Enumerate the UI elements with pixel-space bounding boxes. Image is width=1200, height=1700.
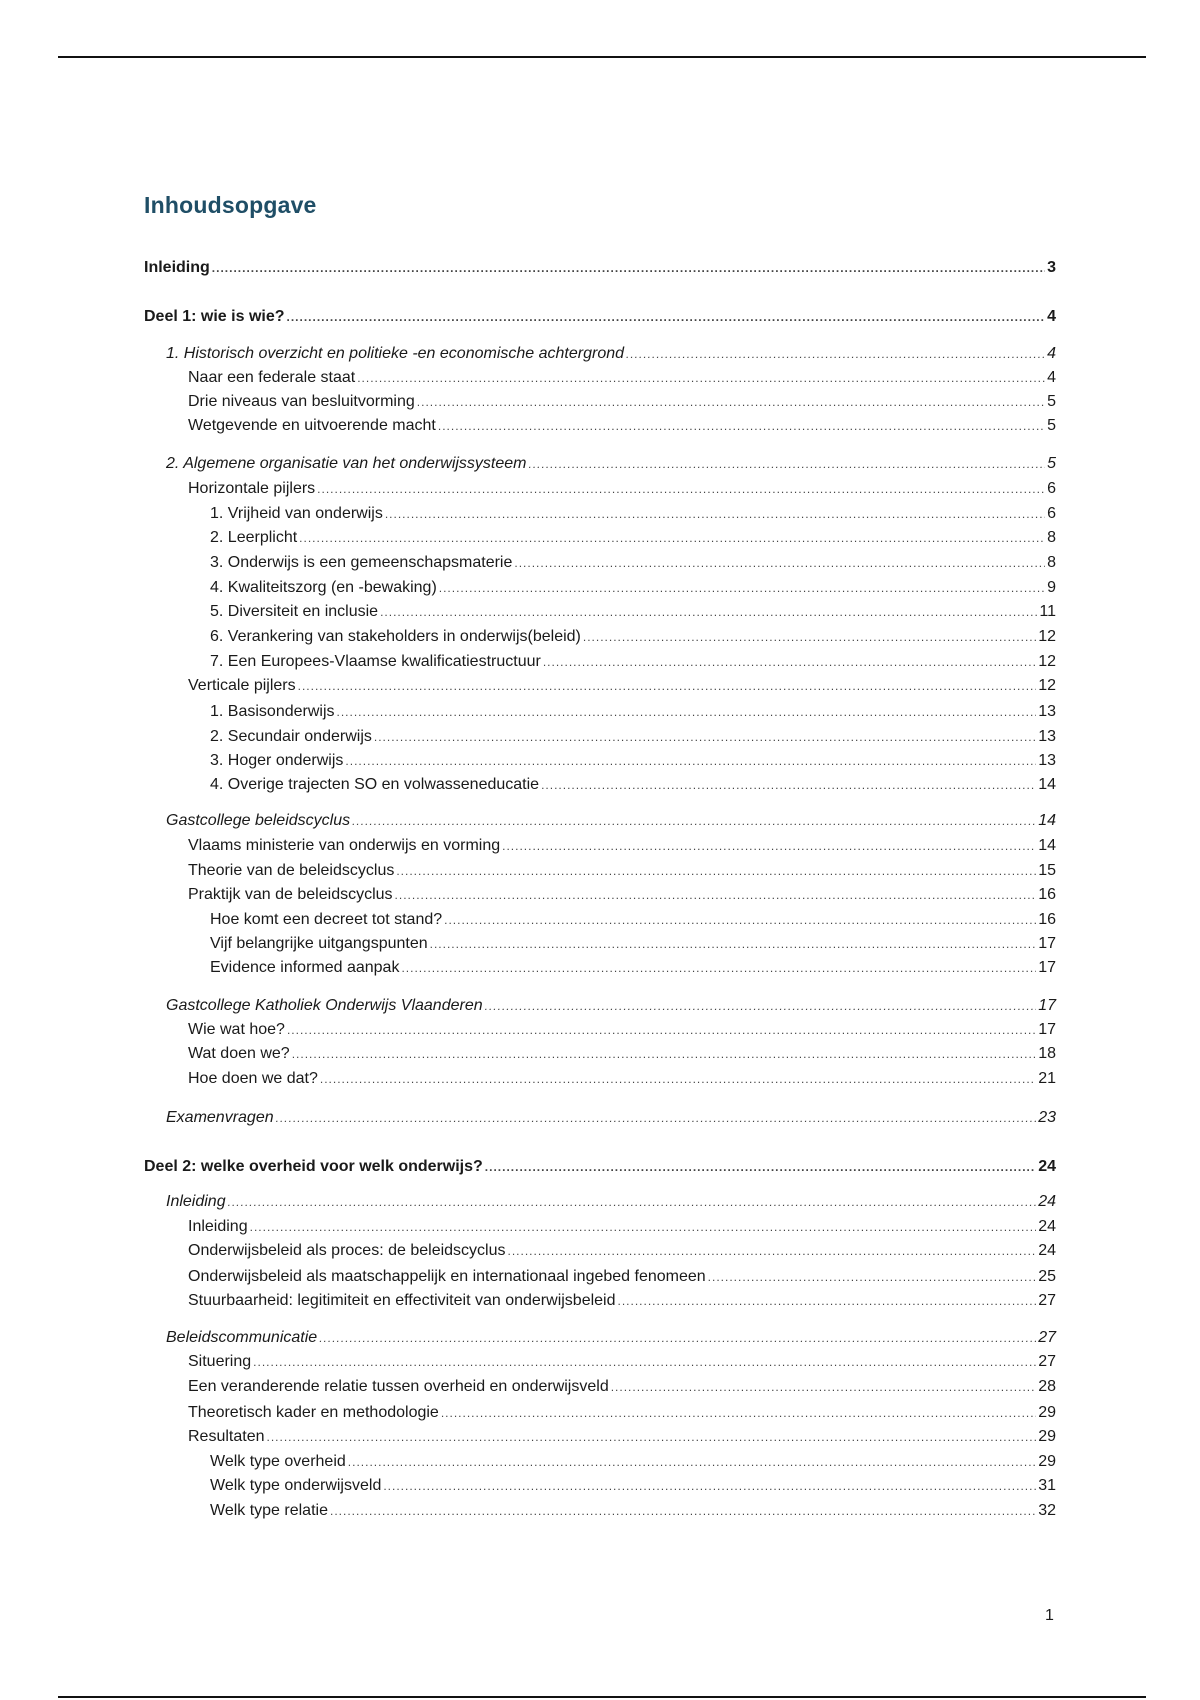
- toc-entry[interactable]: [210, 1475, 1056, 1497]
- toc-entry-page: 27: [1038, 1292, 1056, 1309]
- toc-entry-label: Welk type onderwijsveld: [210, 1477, 382, 1494]
- toc-entry-label: Welk type relatie: [210, 1502, 328, 1519]
- toc-entry-label: Theoretisch kader en methodologie: [188, 1404, 439, 1421]
- dot-leader: [417, 391, 1045, 413]
- toc-entry[interactable]: [188, 415, 1056, 437]
- toc-entry-label: 5. Diversiteit en inclusie: [210, 603, 379, 620]
- toc-entry-page: 17: [1038, 1021, 1056, 1038]
- dot-leader: [430, 933, 1037, 955]
- toc-entry-label: Inleiding: [166, 1193, 226, 1210]
- toc-entry-label: Gastcollege Katholiek Onderwijs Vlaanderen: [166, 997, 483, 1014]
- toc-entry-page: 13: [1038, 752, 1056, 769]
- toc-entry[interactable]: [210, 957, 1056, 979]
- dot-leader: [439, 577, 1045, 599]
- toc-entry[interactable]: [188, 1216, 1056, 1238]
- toc-entry-page: 14: [1038, 812, 1056, 829]
- toc-entry[interactable]: [188, 1426, 1056, 1448]
- toc-entry-label: Deel 1: wie is wie?: [144, 308, 285, 325]
- toc-entry-label: 4. Kwaliteitszorg (en -bewaking): [210, 579, 437, 596]
- toc-entry-label: 2. Algemene organisatie van het onderwijssysteem: [166, 455, 527, 472]
- toc-entry[interactable]: [188, 367, 1056, 389]
- toc-entry-page: 29: [1038, 1428, 1056, 1445]
- toc-entry-label: Gastcollege beleidscyclus: [166, 812, 351, 829]
- toc-entry-label: Wetgevende en uitvoerende macht: [188, 417, 436, 434]
- toc-entry[interactable]: [210, 750, 1056, 772]
- toc-entry-label: 6. Verankering van stakeholders in onderwijs(beleid): [210, 628, 581, 645]
- toc-entry-page: 17: [1038, 935, 1056, 952]
- toc-entry-page: 6: [1047, 505, 1056, 522]
- dot-leader: [383, 1475, 1036, 1497]
- toc-entry-page: 8: [1047, 554, 1056, 571]
- toc-entry-label: 7. Een Europees-Vlaamse kwalificatiestructuur: [210, 653, 541, 670]
- dot-leader: [502, 835, 1036, 857]
- dot-leader: [508, 1240, 1037, 1262]
- toc-entry-label: Theorie van de beleidscyclus: [188, 862, 395, 879]
- toc-entry-page: 29: [1038, 1404, 1056, 1421]
- toc-entry[interactable]: [188, 1376, 1056, 1398]
- toc-entry-label: Hoe doen we dat?: [188, 1070, 318, 1087]
- dot-leader: [485, 1156, 1036, 1178]
- toc-entry-page: 28: [1038, 1378, 1056, 1395]
- toc-entry[interactable]: [188, 675, 1056, 697]
- toc-entry-label: Inleiding: [144, 259, 210, 276]
- dot-leader: [287, 306, 1046, 328]
- toc-entry-label: Vlaams ministerie van onderwijs en vorming: [188, 837, 501, 854]
- dot-leader: [444, 909, 1036, 931]
- toc-entry-label: Drie niveaus van besluitvorming: [188, 393, 415, 410]
- dot-leader: [541, 774, 1036, 796]
- toc-entry-page: 17: [1038, 959, 1056, 976]
- toc-entry-page: 12: [1038, 628, 1056, 645]
- toc-entry[interactable]: [144, 1156, 1056, 1178]
- toc-entry[interactable]: [188, 1266, 1056, 1288]
- toc-entry-page: 24: [1038, 1242, 1056, 1259]
- toc-entry-page: 4: [1047, 345, 1056, 362]
- dot-leader: [228, 1191, 1037, 1213]
- toc-entry-label: 1. Basisonderwijs: [210, 703, 335, 720]
- dot-leader: [320, 1068, 1036, 1090]
- toc-entry-page: 11: [1039, 603, 1056, 620]
- toc-entry-label: Stuurbaarheid: legitimiteit en effectiviteit van onderwijsbeleid: [188, 1292, 616, 1309]
- toc-entry-page: 14: [1038, 776, 1056, 793]
- toc-entry-page: 32: [1038, 1502, 1056, 1519]
- toc-entry-page: 31: [1038, 1477, 1056, 1494]
- toc-entry[interactable]: [166, 343, 1056, 365]
- dot-leader: [250, 1216, 1037, 1238]
- toc-entry-page: 4: [1047, 369, 1056, 386]
- toc-entry[interactable]: [188, 1290, 1056, 1312]
- toc-entry[interactable]: [210, 701, 1056, 723]
- toc-entry-page: 13: [1038, 728, 1056, 745]
- toc-entry-page: 12: [1038, 653, 1056, 670]
- dot-leader: [337, 701, 1037, 723]
- dot-leader: [611, 1376, 1036, 1398]
- toc-entry-page: 17: [1038, 997, 1056, 1014]
- toc-entry-page: 24: [1038, 1158, 1056, 1175]
- toc-entry[interactable]: [210, 503, 1056, 525]
- toc-entry[interactable]: [188, 884, 1056, 906]
- dot-leader: [485, 995, 1037, 1017]
- toc-entry-page: 27: [1038, 1329, 1056, 1346]
- page-title: Inhoudsopgave: [144, 192, 317, 218]
- toc-entry[interactable]: [188, 478, 1056, 500]
- toc-entry-label: 4. Overige trajecten SO en volwasseneducatie: [210, 776, 540, 793]
- dot-leader: [357, 367, 1045, 389]
- dot-leader: [345, 750, 1036, 772]
- dot-leader: [292, 1043, 1037, 1065]
- toc-entry-page: 21: [1038, 1070, 1056, 1087]
- toc-entry-page: 6: [1047, 480, 1056, 497]
- dot-leader: [298, 675, 1037, 697]
- toc-entry-page: 25: [1038, 1268, 1056, 1285]
- dot-leader: [708, 1266, 1037, 1288]
- toc-entry-label: Vijf belangrijke uitgangspunten: [210, 935, 428, 952]
- toc-entry[interactable]: [210, 577, 1056, 599]
- toc-entry-page: 29: [1038, 1453, 1056, 1470]
- toc-entry[interactable]: [188, 860, 1056, 882]
- toc-entry[interactable]: [210, 601, 1056, 623]
- toc-entry-page: 18: [1038, 1045, 1056, 1062]
- toc-entry-label: 1. Vrijheid van onderwijs: [210, 505, 383, 522]
- toc-entry[interactable]: [144, 306, 1056, 328]
- toc-entry-page: 27: [1038, 1353, 1056, 1370]
- toc-entry-page: 13: [1038, 703, 1056, 720]
- toc-entry-page: 12: [1038, 677, 1056, 694]
- toc-entry-label: 2. Secundair onderwijs: [210, 728, 372, 745]
- toc-entry[interactable]: [188, 835, 1056, 857]
- dot-leader: [441, 1402, 1036, 1424]
- toc-entry[interactable]: [210, 774, 1056, 796]
- footer-rule: [58, 1696, 1146, 1698]
- toc-entry-label: 3. Hoger onderwijs: [210, 752, 344, 769]
- toc-entry[interactable]: [210, 1451, 1056, 1473]
- page-number: 1: [1045, 1607, 1054, 1624]
- toc-entry-label: Wie wat hoe?: [188, 1021, 285, 1038]
- toc-entry-label: 2. Leerplicht: [210, 529, 298, 546]
- dot-leader: [330, 1500, 1036, 1522]
- toc-entry-label: Praktijk van de beleidscyclus: [188, 886, 393, 903]
- dot-leader: [317, 478, 1045, 500]
- toc-entry-label: Onderwijsbeleid als maatschappelijk en internationaal ingebed fenomeen: [188, 1268, 706, 1285]
- toc-entry-page: 3: [1047, 259, 1056, 276]
- toc-entry[interactable]: [188, 1351, 1056, 1373]
- toc-entry[interactable]: [210, 1500, 1056, 1522]
- toc-entry-label: Examenvragen: [166, 1109, 274, 1126]
- toc-entry-label: Beleidscommunicatie: [166, 1329, 318, 1346]
- header-rule: [58, 56, 1146, 58]
- toc-entry[interactable]: [166, 1191, 1056, 1213]
- toc-entry-page: 14: [1038, 837, 1056, 854]
- toc-entry-label: 1. Historisch overzicht en politieke -en economische achtergrond: [166, 345, 625, 362]
- dot-leader: [287, 1019, 1036, 1041]
- dot-leader: [618, 1290, 1037, 1312]
- dot-leader: [267, 1426, 1037, 1448]
- toc-entry-page: 5: [1047, 393, 1056, 410]
- toc-entry[interactable]: [210, 527, 1056, 549]
- toc-entry-label: Wat doen we?: [188, 1045, 290, 1062]
- toc-entry-page: 16: [1038, 911, 1056, 928]
- dot-leader: [626, 343, 1045, 365]
- toc-entry-label: Inleiding: [188, 1218, 248, 1235]
- toc-entry[interactable]: [210, 552, 1056, 574]
- dot-leader: [348, 1451, 1036, 1473]
- dot-leader: [395, 884, 1037, 906]
- toc-entry-label: Hoe komt een decreet tot stand?: [210, 911, 443, 928]
- toc-entry[interactable]: [166, 995, 1056, 1017]
- toc-entry[interactable]: [188, 1402, 1056, 1424]
- toc-entry-label: 3. Onderwijs is een gemeenschapsmaterie: [210, 554, 513, 571]
- toc-entry[interactable]: [166, 1107, 1056, 1129]
- toc-entry-label: Naar een federale staat: [188, 369, 356, 386]
- toc-entry-label: Welk type overheid: [210, 1453, 346, 1470]
- dot-leader: [319, 1327, 1036, 1349]
- toc-entry-page: 24: [1038, 1193, 1056, 1210]
- dot-leader: [396, 860, 1036, 882]
- toc-entry-page: 8: [1047, 529, 1056, 546]
- dot-leader: [514, 552, 1045, 574]
- dot-leader: [385, 503, 1045, 525]
- toc-entry-page: 4: [1047, 308, 1056, 325]
- dot-leader: [529, 453, 1046, 475]
- dot-leader: [299, 527, 1045, 549]
- toc-entry-page: 24: [1038, 1218, 1056, 1235]
- toc-entry-label: Horizontale pijlers: [188, 480, 316, 497]
- toc-entry[interactable]: [210, 726, 1056, 748]
- toc-entry[interactable]: [210, 909, 1056, 931]
- toc-entry-page: 16: [1038, 886, 1056, 903]
- dot-leader: [352, 810, 1036, 832]
- dot-leader: [543, 651, 1036, 673]
- dot-leader: [212, 257, 1045, 279]
- dot-leader: [276, 1107, 1037, 1129]
- toc-entry-page: 5: [1047, 455, 1056, 472]
- toc-entry-label: Deel 2: welke overheid voor welk onderwijs?: [144, 1158, 483, 1175]
- toc-entry[interactable]: [188, 1068, 1056, 1090]
- toc-entry-label: Resultaten: [188, 1428, 265, 1445]
- toc-entry-label: Een veranderende relatie tussen overheid en onderwijsveld: [188, 1378, 609, 1395]
- toc-entry-label: Evidence informed aanpak: [210, 959, 400, 976]
- dot-leader: [374, 726, 1036, 748]
- toc-entry-page: 9: [1047, 579, 1056, 596]
- dot-leader: [253, 1351, 1036, 1373]
- toc-entry-page: 5: [1047, 417, 1056, 434]
- toc-entry-label: Onderwijsbeleid als proces: de beleidscyclus: [188, 1242, 506, 1259]
- toc-entry[interactable]: [144, 257, 1056, 279]
- toc-entry[interactable]: [188, 1019, 1056, 1041]
- toc-entry-page: 15: [1038, 862, 1056, 879]
- toc-entry-label: Situering: [188, 1353, 252, 1370]
- dot-leader: [583, 626, 1036, 648]
- toc-entry[interactable]: [166, 1327, 1056, 1349]
- dot-leader: [380, 601, 1037, 623]
- toc-entry-label: Verticale pijlers: [188, 677, 296, 694]
- toc-entry[interactable]: [188, 1240, 1056, 1262]
- toc-entry[interactable]: [210, 651, 1056, 673]
- toc-entry[interactable]: [210, 626, 1056, 648]
- toc-entry-page: 23: [1038, 1109, 1056, 1126]
- toc-entry[interactable]: [188, 1043, 1056, 1065]
- toc-entry[interactable]: [210, 933, 1056, 955]
- dot-leader: [401, 957, 1036, 979]
- toc-entry[interactable]: [166, 453, 1056, 475]
- dot-leader: [438, 415, 1045, 437]
- toc-entry[interactable]: [188, 391, 1056, 413]
- toc-entry[interactable]: [166, 810, 1056, 832]
